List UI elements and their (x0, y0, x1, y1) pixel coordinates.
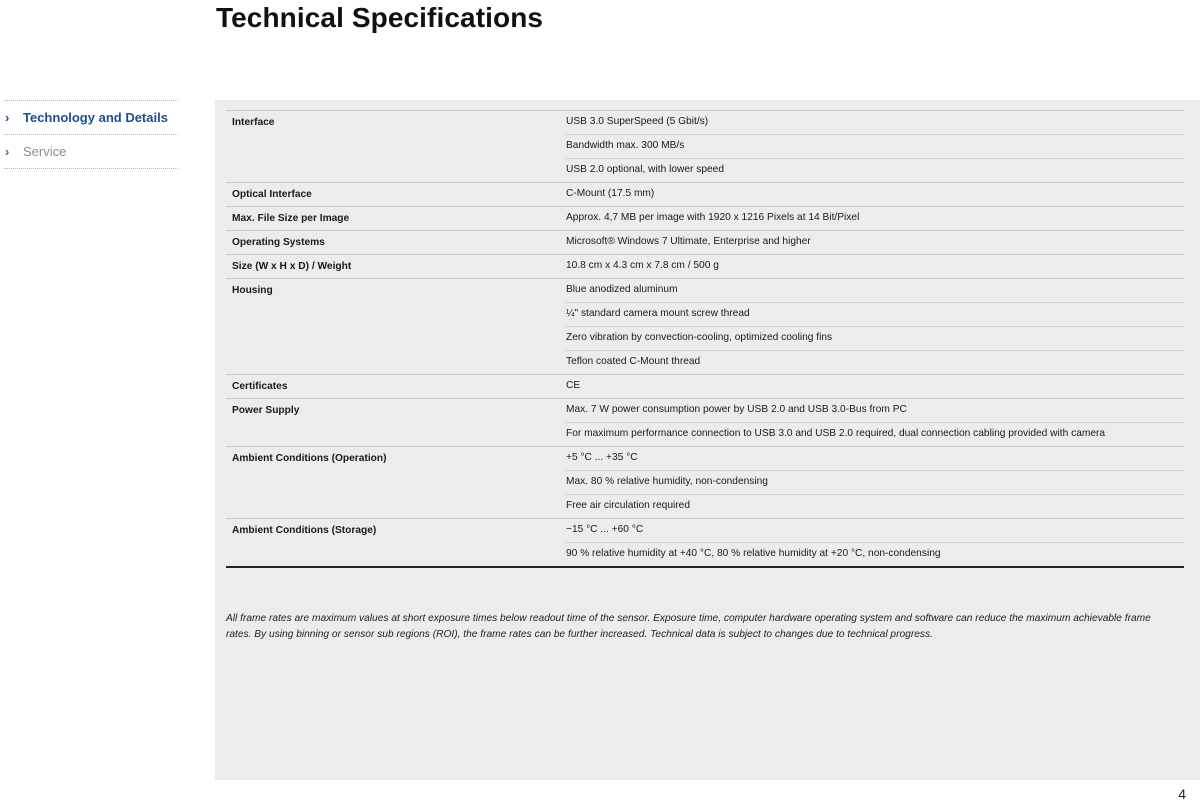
footnote: All frame rates are maximum values at short exposure times below readout time of the sensor. Exposure time, computer hardware operating system and software can reduce the maximum achievable frame rates. By using binning or sensor sub regions (ROI), the frame rates can be further increased. Technical data is subject to changes due to technical progress. (226, 613, 1151, 641)
spec-value: Microsoft® Windows 7 Ultimate, Enterprise and higher (566, 236, 811, 247)
spec-row (226, 375, 1184, 399)
spec-values (565, 447, 1184, 519)
spec-row (226, 255, 1184, 279)
nav-item-service[interactable] (4, 134, 178, 169)
spec-value: Blue anodized aluminum (566, 284, 678, 295)
spec-values (565, 183, 1184, 207)
spec-label: Interface (232, 117, 275, 128)
spec-value: 90 % relative humidity at +40 °C, 80 % relative humidity at +20 °C, non-condensing (565, 542, 1184, 566)
spec-values (565, 399, 1184, 447)
spec-value: Zero vibration by convection-cooling, optimized cooling fins (565, 326, 1184, 350)
spec-row (226, 207, 1184, 231)
spec-value: +5 °C ... +35 °C (566, 452, 638, 463)
spec-values (565, 111, 1184, 183)
spec-label: Power Supply (232, 405, 300, 416)
spec-table (226, 110, 1184, 568)
page-number: 4 (1178, 786, 1186, 802)
spec-row (226, 183, 1184, 207)
spec-value: Approx. 4,7 MB per image with 1920 x 1216 Pixels at 14 Bit/Pixel (566, 212, 860, 223)
side-nav (4, 100, 178, 169)
spec-value: Max. 80 % relative humidity, non-condensing (565, 470, 1184, 494)
spec-value: Teflon coated C-Mount thread (565, 350, 1184, 374)
spec-values (565, 279, 1184, 375)
spec-row (226, 519, 1184, 568)
spec-label: Max. File Size per Image (232, 213, 350, 224)
spec-value: Max. 7 W power consumption power by USB 2.0 and USB 3.0-Bus from PC (566, 404, 907, 415)
spec-label: Ambient Conditions (Storage) (232, 525, 377, 536)
spec-label: Size (W x H x D) / Weight (232, 261, 352, 272)
spec-row (226, 279, 1184, 375)
spec-label: Operating Systems (232, 237, 325, 248)
nav-item-technology-and-details[interactable] (4, 100, 178, 134)
spec-label: Ambient Conditions (Operation) (232, 453, 387, 464)
chevron-right-icon: › (5, 110, 10, 125)
chevron-right-icon: › (5, 144, 10, 159)
spec-row (226, 447, 1184, 519)
spec-values (565, 519, 1184, 568)
spec-value: CE (566, 380, 581, 391)
spec-label: Optical Interface (232, 189, 312, 200)
spec-value: −15 °C ... +60 °C (566, 524, 644, 535)
spec-label: Certificates (232, 381, 288, 392)
nav-item-label: Service (23, 144, 67, 159)
spec-value: C-Mount (17.5 mm) (566, 188, 655, 199)
spec-value: 10.8 cm x 4.3 cm x 7.8 cm / 500 g (566, 260, 719, 271)
page-title: Technical Specifications (216, 2, 544, 33)
spec-value: Free air circulation required (565, 494, 1184, 518)
spec-panel (215, 100, 1200, 780)
spec-values (565, 255, 1184, 279)
spec-row (226, 399, 1184, 447)
spec-value: Bandwidth max. 300 MB/s (565, 134, 1184, 158)
spec-value: ¼" standard camera mount screw thread (565, 302, 1184, 326)
spec-value: USB 2.0 optional, with lower speed (565, 158, 1184, 182)
spec-values (565, 231, 1184, 255)
spec-label: Housing (232, 285, 273, 296)
spec-value: USB 3.0 SuperSpeed (5 Gbit/s) (566, 116, 709, 127)
spec-value: For maximum performance connection to USB 3.0 and USB 2.0 required, dual connection cabling provided with camera (565, 422, 1184, 446)
spec-values (565, 207, 1184, 231)
spec-row (226, 111, 1184, 183)
spec-values (565, 375, 1184, 399)
nav-item-label: Technology and Details (23, 110, 168, 125)
spec-row (226, 231, 1184, 255)
